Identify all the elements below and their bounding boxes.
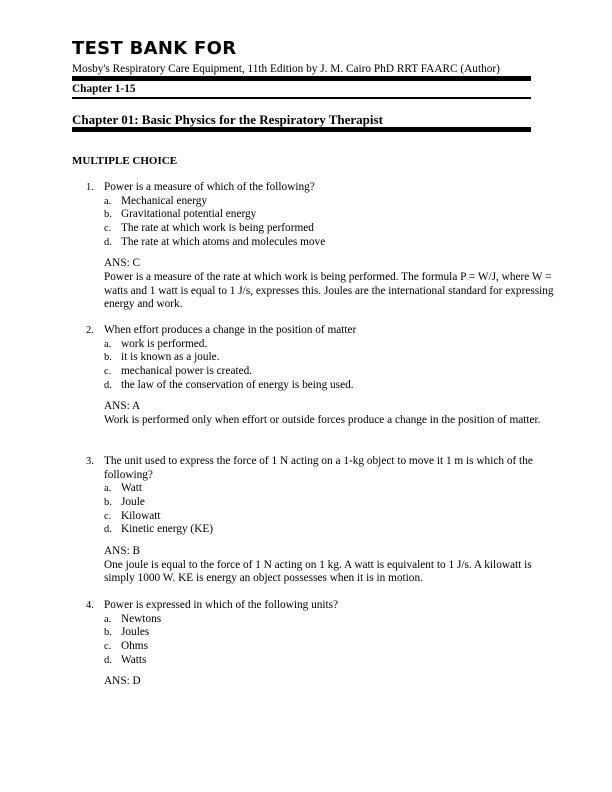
option-letter: d. [104,524,112,536]
option-b [72,626,558,640]
option-letter: c. [104,510,112,522]
question-number: 1. [86,182,94,193]
question-text: The unit used to express the force of 1 N acting on a 1-kg object to move it 1 m is which of the following? [104,455,533,481]
option-text: mechanical power is created. [121,365,253,377]
header-rule-top [72,76,531,81]
option-letter: c. [104,366,112,377]
option-letter: a. [104,338,112,350]
option-letter: a. [104,613,112,625]
option-text: Kilowatt [121,509,161,522]
option-text: the law of the conservation of energy is being used. [121,378,354,391]
option-text: The rate at which atoms and molecules move [121,235,326,248]
question-number: 4. [86,600,94,611]
option-a [72,482,558,496]
option-text: Ohms [121,640,148,652]
option-letter: b. [104,209,112,221]
option-text: Joule [121,495,145,508]
section-label: MULTIPLE CHOICE [72,155,178,167]
option-list [72,482,558,537]
answer-key: ANS: D [104,675,141,688]
question-number: 3. [86,456,94,467]
option-a [72,338,558,352]
option-letter: a. [104,483,112,495]
option-text: Gravitational potential energy [121,208,257,221]
option-a [72,195,558,209]
option-text: Mechanical energy [121,194,208,207]
option-text: Watt [121,482,143,495]
option-d [72,379,558,393]
answer-explanation: Work is performed only when effort or outside forces produce a change in the position of matter. [104,414,541,426]
option-text: Watts [121,653,147,666]
option-d [72,523,558,537]
option-letter: c. [104,223,112,234]
option-d [72,654,558,668]
option-text: work is performed. [121,337,208,350]
option-c [72,222,558,236]
chapter-title: Chapter 01: Basic Physics for the Respiratory Therapist [72,112,383,127]
answer-explanation: Power is a measure of the rate at which work is being performed. The formula P = W/J, where W = watts and 1 watt is equal to 1 J/s, expresses this. Joules are the international standard for expressing energy and work. [104,271,554,311]
chapter-range: Chapter 1-15 [72,83,136,95]
option-text: Newtons [121,612,162,625]
option-letter: b. [104,496,112,508]
option-letter: a. [104,195,112,207]
question-number: 2. [86,325,94,336]
question-text: Power is a measure of which of the following? [104,181,315,193]
option-text: The rate at which work is being performed [121,222,314,234]
option-list [72,195,558,250]
book-subtitle: Mosby's Respiratory Care Equipment, 11th Edition by J. M. Cairo PhD RRT FAARC (Author) [72,63,500,75]
option-a [72,613,558,627]
option-list [72,338,558,393]
option-text: Joules [121,626,150,639]
question-2 [72,324,558,428]
option-letter: b. [104,627,112,639]
option-letter: d. [104,236,112,248]
option-letter: b. [104,352,112,364]
question-1 [72,181,558,312]
option-letter: c. [104,641,112,652]
header-rule-mid [72,97,531,99]
option-c [72,640,558,654]
question-text: Power is expressed in which of the following units? [104,599,339,611]
answer-key: ANS: C [104,257,141,270]
question-3 [72,455,558,586]
answer-key: ANS: B [104,545,141,557]
question-text: When effort produces a change in the position of matter [104,324,357,336]
option-c [72,510,558,524]
option-letter: d. [104,379,112,391]
option-b [72,208,558,222]
option-list [72,613,558,668]
option-text: it is known as a joule. [121,351,220,364]
answer-key: ANS: A [104,400,141,413]
question-4 [72,599,558,689]
chapter-rule [72,127,531,132]
answer-explanation: One joule is equal to the force of 1 N acting on 1 kg. A watt is equivalent to 1 J/s. A kilowatt is simply 1000 W. KE is energy an object possesses when it is in motion. [104,558,532,585]
option-d [72,236,558,250]
option-c [72,365,558,379]
option-text: Kinetic energy (KE) [121,523,214,536]
option-b [72,351,558,365]
option-letter: d. [104,654,112,666]
option-b [72,496,558,510]
test-bank-title: TEST BANK FOR [72,38,237,59]
